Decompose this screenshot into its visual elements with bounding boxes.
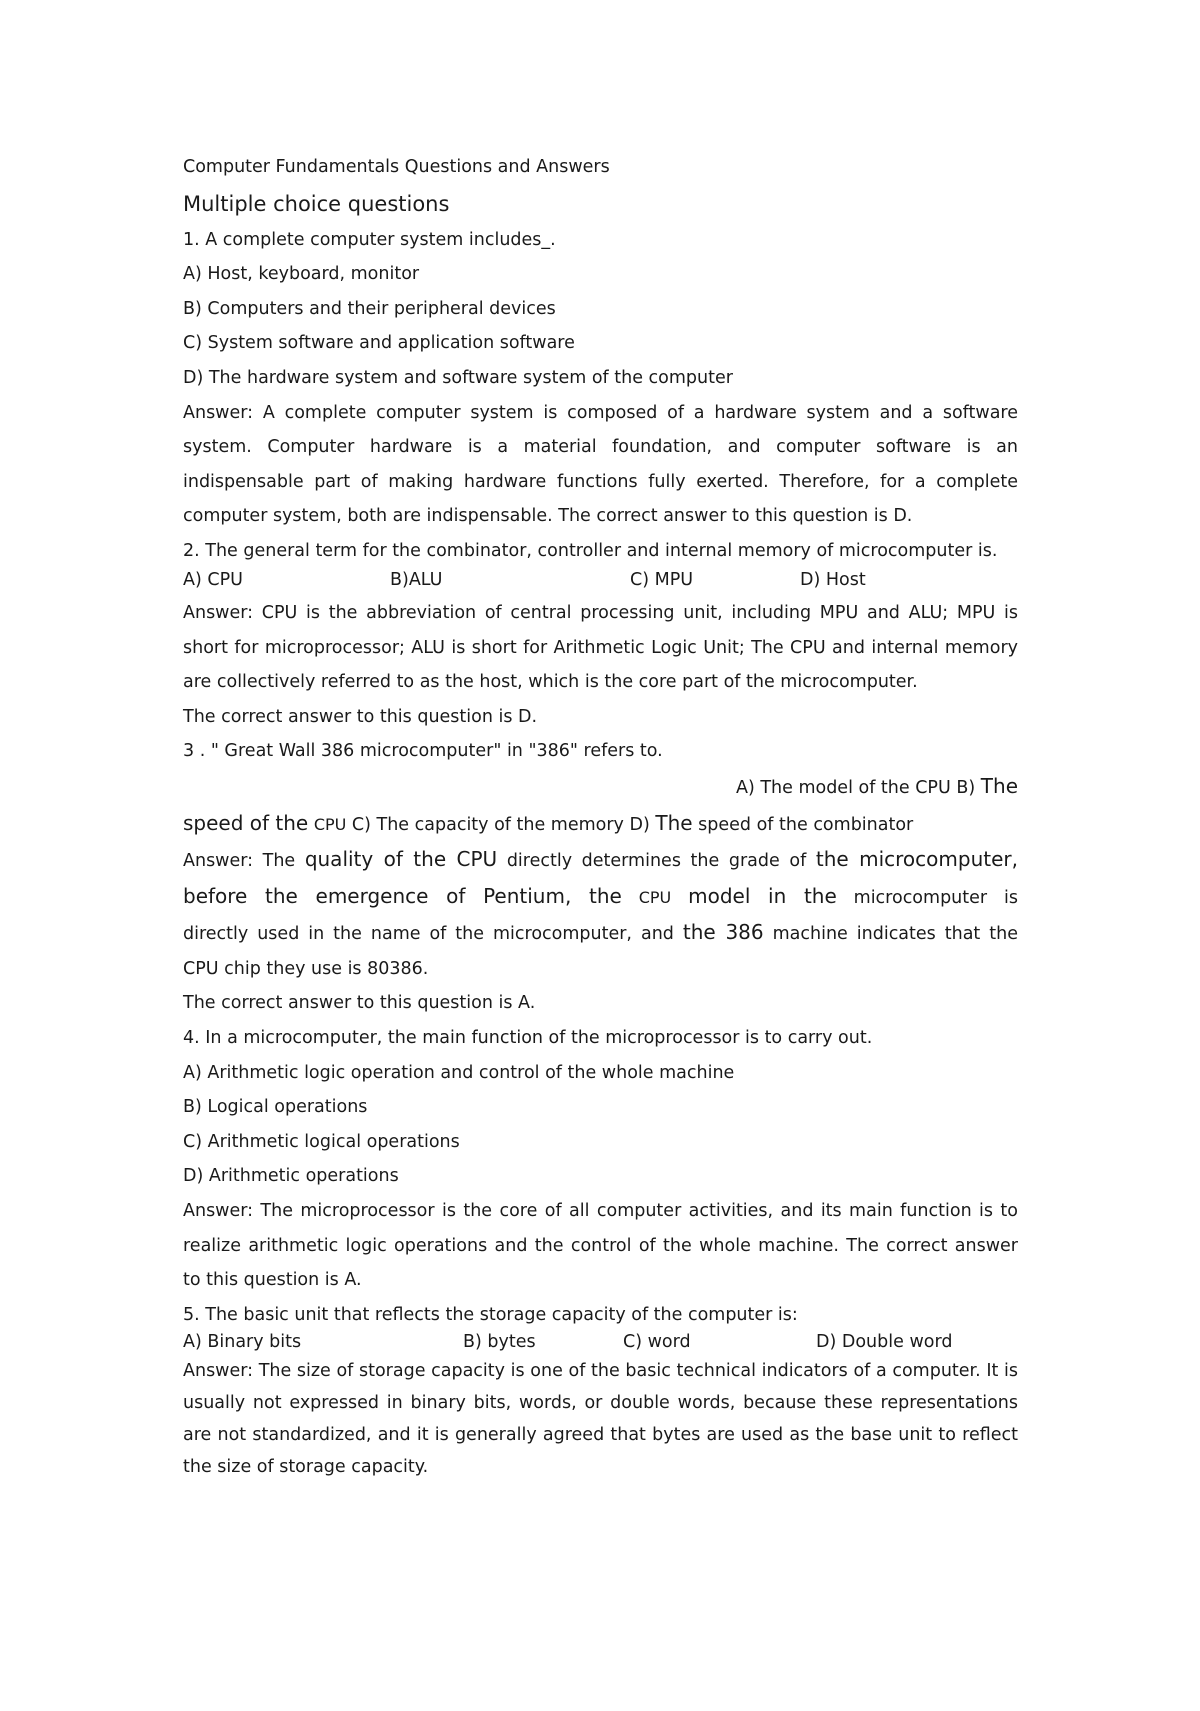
q4-option-a: A) Arithmetic logic operation and control of the whole machine: [183, 1062, 735, 1083]
q2-question: 2. The general term for the combinator, controller and internal memory of microcomputer is.: [183, 540, 998, 561]
q2-options: [183, 565, 1018, 596]
q2-option-a: A) CPU: [183, 569, 243, 590]
q3-answer-part: directly determines the grade of: [506, 851, 807, 872]
q5-option-b: B) bytes: [463, 1331, 536, 1352]
q1-answer: Answer: A complete computer system is composed of a hardware system and a software system. Computer hardware is a material foundation, and computer software is an indispensable part of making hardware functions fully exerted. Therefore, for a complete computer system, both are indispensable. The correct answer to this question is D.: [183, 402, 1018, 527]
document-title: Computer Fundamentals Questions and Answers: [183, 157, 610, 177]
q5-option-c: C) word: [623, 1331, 691, 1352]
q3-option-d-prefix: D): [629, 814, 650, 835]
section-subtitle: Multiple choice questions: [183, 191, 450, 216]
q3-option-c: C) The capacity of the memory: [351, 814, 624, 835]
q5-option-d: D) Double word: [816, 1331, 953, 1352]
q3-answer-part: before the emergence of Pentium, the: [183, 883, 622, 908]
q3-answer-part: quality of the CPU: [304, 847, 498, 872]
q4-option-b: B) Logical operations: [183, 1097, 368, 1118]
q3-question: 3 . " Great Wall 386 microcomputer" in "386" refers to.: [183, 741, 663, 762]
q3-answer-part: microcomputer is: [853, 887, 1018, 908]
q3-option-b-cpu: CPU: [313, 814, 347, 834]
q3-answer-part: model in the: [688, 883, 837, 908]
q3-answer-part: CPU chip they use is 80386.: [183, 958, 429, 979]
q3-answer-part: directly used in the name of the microcomputer, and: [183, 924, 674, 945]
document-page: [183, 150, 1018, 1483]
q3-answer-part: CPU: [638, 887, 672, 907]
q3-option-b-word: The: [980, 773, 1018, 798]
q3-answer: [183, 842, 1018, 986]
q2-answer: Answer: CPU is the abbreviation of central processing unit, including MPU and ALU; MPU is short for microprocessor; ALU is short for Arithmetic Logic Unit; The CPU and internal memory are collectively referred to as the host, which is the core part of the microcomputer.: [183, 602, 1018, 693]
q3-option-d-text: speed of the combinator: [698, 814, 914, 835]
q3-option-a: A) The model of the CPU: [735, 777, 951, 798]
q3-option-b-prefix: B): [956, 777, 976, 798]
q1-option-d: D) The hardware system and software system of the computer: [183, 367, 733, 388]
q3-answer-part: the 386: [682, 920, 764, 945]
q3-option-b-text: speed of the: [183, 810, 309, 835]
q3-answer-part: machine indicates that the: [772, 924, 1018, 945]
q4-option-d: D) Arithmetic operations: [183, 1166, 399, 1187]
q1-option-b: B) Computers and their peripheral devices: [183, 298, 556, 319]
q5-option-a: A) Binary bits: [183, 1331, 302, 1352]
q3-answer-part: the microcomputer,: [815, 847, 1018, 872]
q5-answer: Answer: The size of storage capacity is one of the basic technical indicators of a computer. It is usually not expressed in binary bits, words, or double words, because these representations are not standardized, and it is generally agreed that bytes are used as the base unit to reflect the size of storage capacity.: [183, 1360, 1018, 1477]
q5-options: [183, 1329, 1018, 1355]
q2-option-b: B)ALU: [390, 569, 443, 590]
q3-correct: The correct answer to this question is A.: [183, 993, 536, 1014]
q1-option-c: C) System software and application software: [183, 333, 575, 354]
q2-option-c: C) MPU: [630, 569, 694, 590]
q1-question: 1. A complete computer system includes_.: [183, 229, 556, 250]
q2-option-d: D) Host: [800, 569, 866, 590]
q4-option-c: C) Arithmetic logical operations: [183, 1131, 460, 1152]
q1-option-a: A) Host, keyboard, monitor: [183, 264, 420, 285]
q2-correct: The correct answer to this question is D.: [183, 706, 538, 727]
q3-answer-part: Answer: The: [183, 851, 296, 872]
q3-options-line2: [183, 806, 1018, 843]
q3-options-line1: [183, 769, 1018, 806]
q4-question: 4. In a microcomputer, the main function of the microprocessor is to carry out.: [183, 1028, 873, 1049]
q4-answer: Answer: The microprocessor is the core of all computer activities, and its main function is to realize arithmetic logic operations and the control of the whole machine. The correct answer to this question is A.: [183, 1201, 1018, 1291]
q3-option-d-word: The: [655, 810, 693, 835]
q5-question: 5. The basic unit that reflects the storage capacity of the computer is:: [183, 1304, 798, 1325]
